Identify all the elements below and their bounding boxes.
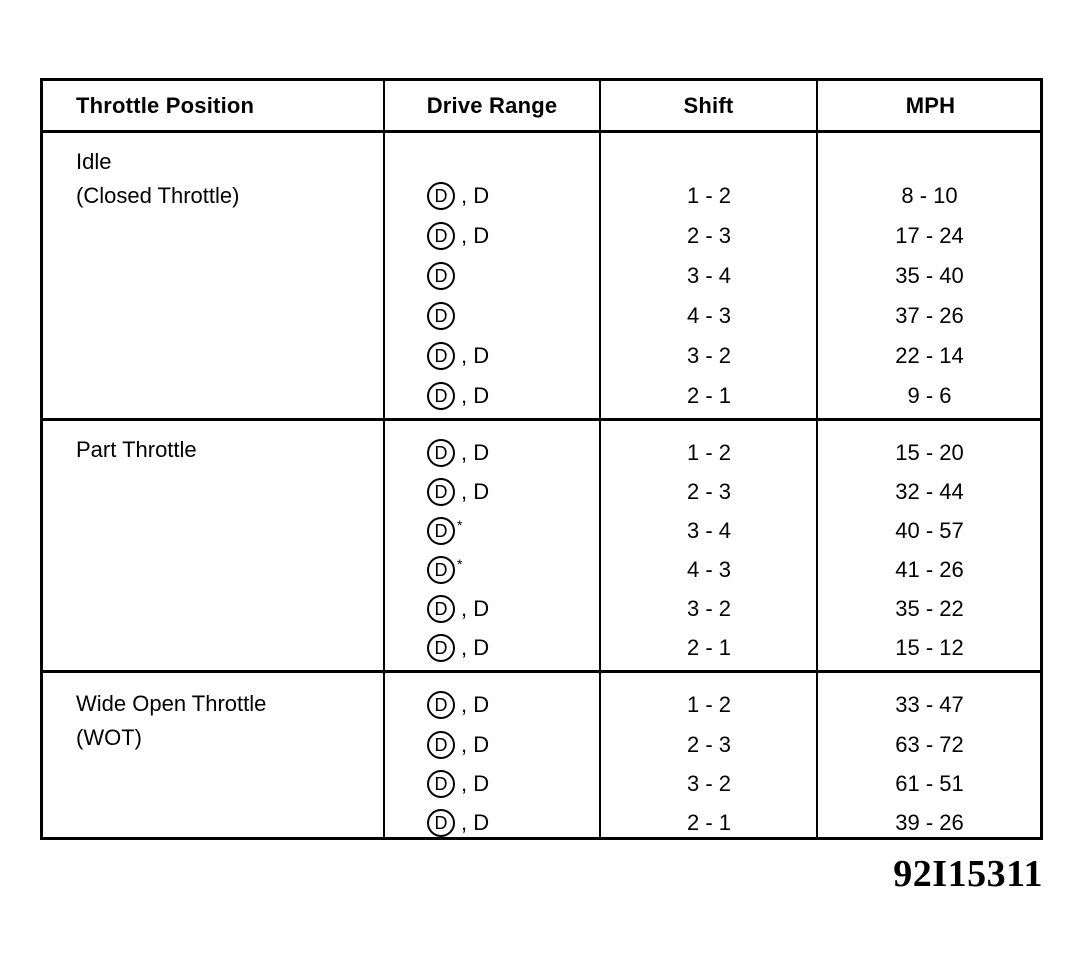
shift-cell: 3 - 4 (686, 518, 732, 543)
drive-range-suffix: , D (461, 383, 490, 408)
throttle-label-line1: Part Throttle (76, 437, 197, 462)
shift-speed-table (40, 78, 1043, 840)
drive-range-cell (427, 176, 489, 216)
table-row (43, 589, 1040, 629)
header-shift: Shift (683, 93, 734, 118)
mph-cell: 41 - 26 (895, 557, 964, 582)
drive-range-suffix: , D (461, 223, 490, 248)
circled-d-symbol: D (427, 439, 455, 467)
table-row (43, 176, 1040, 216)
drive-range-cell (427, 256, 461, 296)
mph-cell: 37 - 26 (895, 303, 964, 328)
table-row (43, 296, 1040, 336)
section-wide-open-throttle (43, 673, 1040, 837)
throttle-label-line1: Idle (76, 149, 112, 174)
table-row (43, 216, 1040, 256)
circled-d-symbol: D (427, 222, 455, 250)
header-throttle-position: Throttle Position (76, 93, 255, 118)
table-row (43, 472, 1040, 512)
mph-cell: 32 - 44 (895, 479, 964, 504)
shift-cell: 2 - 1 (686, 810, 732, 835)
shift-cell: 1 - 2 (686, 183, 732, 208)
table-row (43, 725, 1040, 765)
header-mph: MPH (905, 93, 956, 118)
table-row (43, 376, 1040, 416)
drive-range-cell (427, 511, 462, 551)
drive-range-cell (427, 376, 489, 416)
circled-d-symbol: D (427, 302, 455, 330)
shift-cell: 2 - 3 (686, 732, 732, 757)
drive-range-suffix: , D (461, 596, 490, 621)
shift-cell: 4 - 3 (686, 303, 732, 328)
circled-d-symbol: D (427, 595, 455, 623)
drive-range-cell (427, 550, 462, 590)
circled-d-symbol: D (427, 691, 455, 719)
circled-d-symbol: D (427, 517, 455, 545)
asterisk-note: * (457, 556, 463, 572)
shift-cell: 2 - 3 (686, 223, 732, 248)
circled-d-symbol: D (427, 634, 455, 662)
drive-range-suffix: , D (461, 183, 490, 208)
drive-range-cell (427, 472, 489, 512)
drive-range-suffix: , D (461, 692, 490, 717)
table-row (43, 336, 1040, 376)
drive-range-suffix: , D (461, 343, 490, 368)
table-row (43, 256, 1040, 296)
table-row (43, 550, 1040, 590)
shift-cell: 3 - 2 (686, 343, 732, 368)
mph-cell: 63 - 72 (895, 732, 964, 757)
drive-range-cell (427, 336, 489, 376)
drive-range-suffix: , D (461, 732, 490, 757)
shift-cell: 2 - 3 (686, 479, 732, 504)
circled-d-symbol: D (427, 182, 455, 210)
circled-d-symbol: D (427, 731, 455, 759)
drive-range-suffix: , D (461, 771, 490, 796)
circled-d-symbol: D (427, 556, 455, 584)
drive-range-cell (427, 589, 489, 629)
mph-cell: 17 - 24 (895, 223, 964, 248)
section-part-throttle (43, 421, 1040, 670)
drive-range-cell (427, 628, 489, 668)
drive-range-cell (427, 433, 489, 473)
drive-range-cell (427, 764, 489, 804)
circled-d-symbol: D (427, 809, 455, 837)
mph-cell: 35 - 22 (895, 596, 964, 621)
header-drive-range: Drive Range (426, 93, 558, 118)
figure-id: 92I15311 (893, 853, 1043, 895)
circled-d-symbol: D (427, 382, 455, 410)
shift-cell: 4 - 3 (686, 557, 732, 582)
drive-range-suffix: , D (461, 810, 490, 835)
shift-cell: 1 - 2 (686, 440, 732, 465)
mph-cell: 22 - 14 (895, 343, 964, 368)
throttle-label-line2: (Closed Throttle) (76, 183, 240, 208)
table-row (43, 628, 1040, 668)
table-header (43, 81, 1040, 131)
shift-cell: 2 - 1 (686, 635, 732, 660)
shift-cell: 2 - 1 (686, 383, 732, 408)
drive-range-suffix: , D (461, 479, 490, 504)
shift-cell: 1 - 2 (686, 692, 732, 717)
mph-cell: 39 - 26 (895, 810, 964, 835)
drive-range-cell (427, 216, 489, 256)
drive-range-cell (427, 296, 461, 336)
asterisk-note: * (457, 517, 463, 533)
mph-cell: 35 - 40 (895, 263, 964, 288)
mph-cell: 61 - 51 (895, 771, 964, 796)
shift-cell: 3 - 4 (686, 263, 732, 288)
throttle-label-line1: Wide Open Throttle (76, 691, 267, 716)
shift-cell: 3 - 2 (686, 771, 732, 796)
drive-range-cell (427, 685, 489, 725)
circled-d-symbol: D (427, 770, 455, 798)
drive-range-suffix: , D (461, 440, 490, 465)
throttle-label-line2: (WOT) (76, 725, 142, 750)
circled-d-symbol: D (427, 262, 455, 290)
table-row (43, 764, 1040, 804)
shift-cell: 3 - 2 (686, 596, 732, 621)
mph-cell: 9 - 6 (907, 383, 952, 408)
circled-d-symbol: D (427, 478, 455, 506)
table-row (43, 685, 1040, 725)
mph-cell: 40 - 57 (895, 518, 964, 543)
mph-cell: 15 - 12 (895, 635, 964, 660)
mph-cell: 8 - 10 (901, 183, 958, 208)
mph-cell: 33 - 47 (895, 692, 964, 717)
section-idle (43, 133, 1040, 418)
drive-range-cell (427, 803, 489, 843)
table-row (43, 433, 1040, 473)
table-row (43, 511, 1040, 551)
drive-range-suffix: , D (461, 635, 490, 660)
table-row (43, 803, 1040, 843)
circled-d-symbol: D (427, 342, 455, 370)
mph-cell: 15 - 20 (895, 440, 964, 465)
drive-range-cell (427, 725, 489, 765)
